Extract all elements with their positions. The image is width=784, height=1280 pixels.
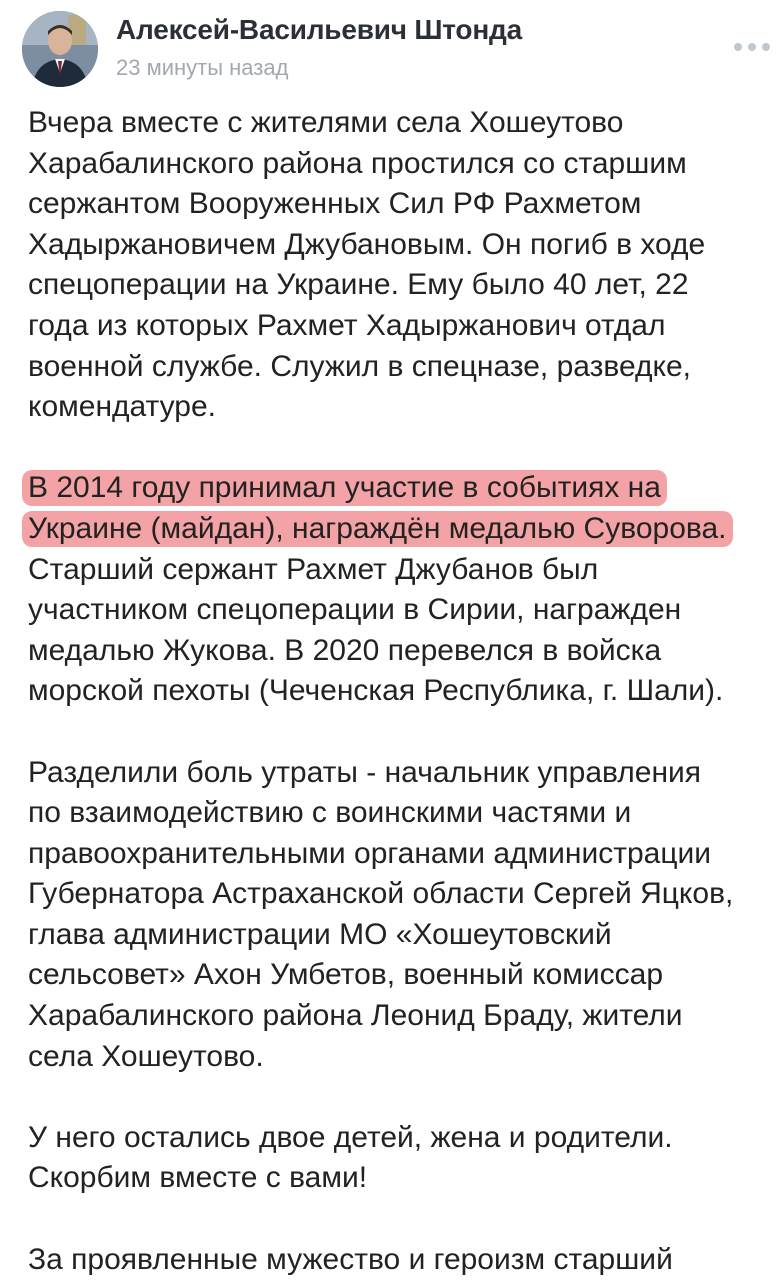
- text-line: глава администрации МО «Хошеутовский: [28, 917, 612, 951]
- author-avatar[interactable]: [22, 11, 98, 87]
- paragraph-gap: [28, 428, 778, 469]
- highlighted-line: [28, 468, 778, 509]
- highlighted-line: [28, 509, 778, 550]
- post-header: [0, 0, 784, 100]
- text-line: по взаимодействию с воинскими частями и: [28, 796, 632, 830]
- text-line: сержантом Вооруженных Сил РФ Рахметом: [28, 187, 642, 221]
- dot: [762, 43, 770, 51]
- text-line: правоохранительными органами администрации: [28, 836, 712, 870]
- text-line: года из которых Рахмет Хадыржанович отдал: [28, 308, 666, 342]
- text-line: морской пехоты (Чеченская Республика, г. Шали).: [28, 674, 724, 708]
- text-line: Старший сержант Рахмет Джубанов был: [28, 552, 599, 586]
- text-line: участником спецоперации в Сирии, награжден: [28, 593, 682, 627]
- text-line: военной службе. Служил в спецназе, разведке,: [28, 349, 691, 383]
- dot: [734, 43, 742, 51]
- text-line: села Хошеутово.: [28, 1039, 264, 1073]
- avatar-photo: [22, 11, 98, 87]
- text-line: Харабалинского района Леонид Браду, жители: [28, 999, 683, 1033]
- paragraph-gap: [28, 1077, 778, 1118]
- more-dots-icon[interactable]: [734, 38, 770, 56]
- text-highlight: Украине (майдан), награждён медалью Суворова.: [22, 511, 733, 547]
- paragraph-gap: [28, 712, 778, 753]
- paragraph-gap: [28, 1199, 778, 1240]
- author-name[interactable]: Алексей-Васильевич Штонда: [116, 14, 522, 45]
- text-line: Хадыржановичем Джубановым. Он погиб в ходе: [28, 227, 706, 261]
- text-line: Скорбим вместе с вами!: [28, 1161, 368, 1195]
- post-text: [28, 103, 778, 1280]
- text-line: Вчера вместе с жителями села Хошеутово: [28, 106, 624, 139]
- post-timestamp[interactable]: 23 минуты назад: [116, 55, 289, 80]
- text-line: спецоперации на Украине. Ему было 40 лет, 22: [28, 268, 689, 302]
- dot: [748, 43, 756, 51]
- text-line: Разделили боль утраты - начальник управления: [28, 755, 702, 789]
- text-line: Харабалинского района простился со старшим: [28, 146, 687, 180]
- text-line: медалью Жукова. В 2020 перевелся в войска: [28, 633, 662, 667]
- text-line: Губернатора Астраханской области Сергей Яцков,: [28, 877, 734, 911]
- text-line: За проявленные мужество и героизм старший: [28, 1242, 673, 1276]
- text-highlight: В 2014 году принимал участие в событиях на: [22, 470, 667, 506]
- text-line: сельсовет» Ахон Умбетов, военный комиссар: [28, 958, 664, 992]
- text-line: У него остались двое детей, жена и родители.: [28, 1120, 673, 1154]
- text-line: комендатуре.: [28, 390, 216, 424]
